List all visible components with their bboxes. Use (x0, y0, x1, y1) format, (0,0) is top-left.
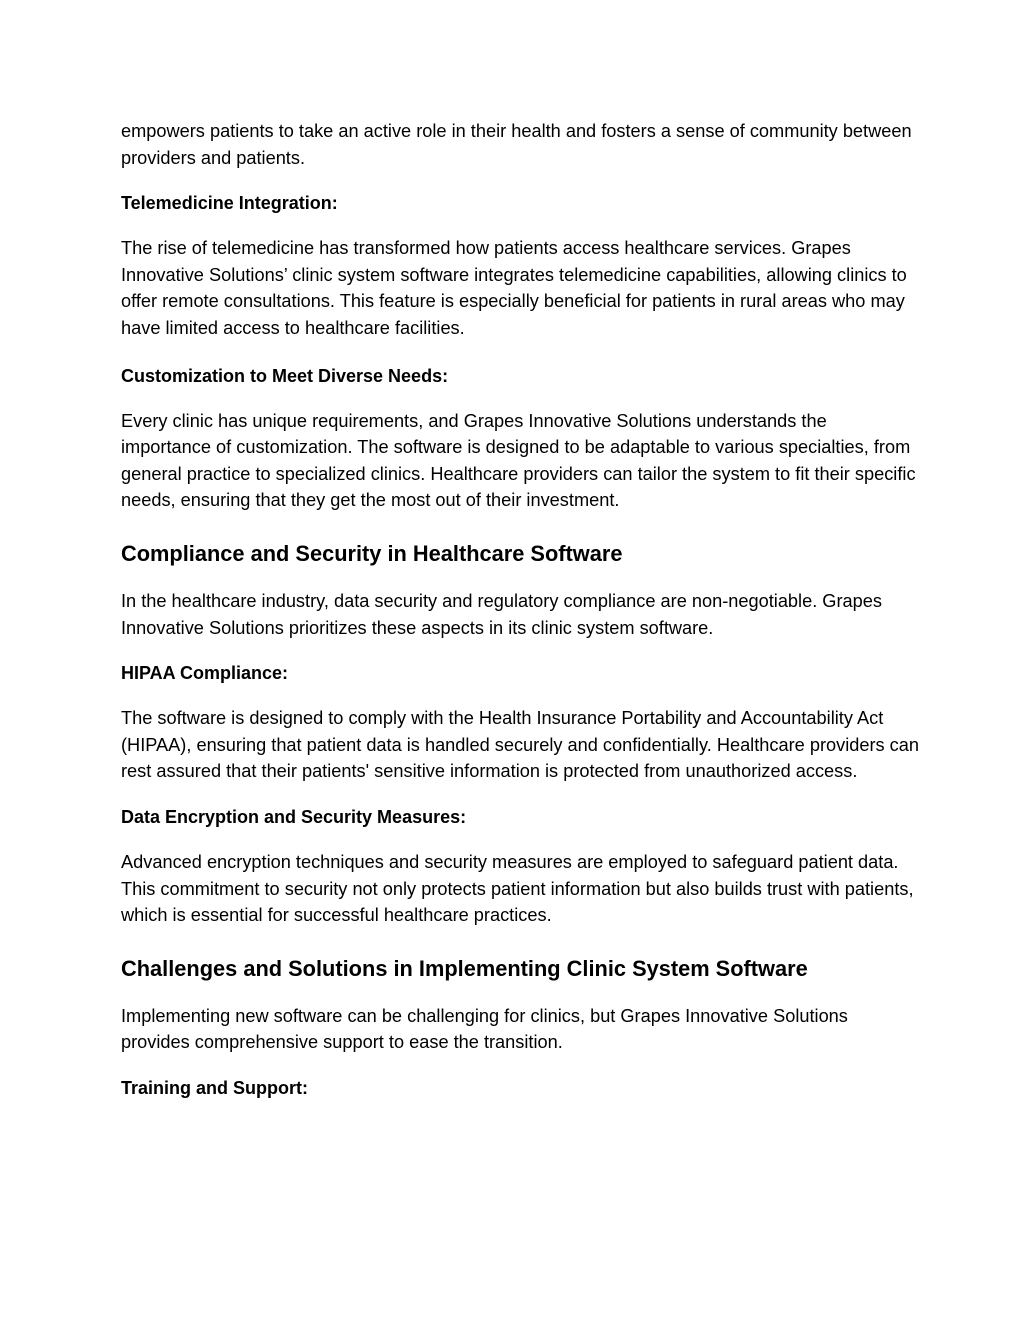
heading-challenges-solutions: Challenges and Solutions in Implementing Clinic System Software (121, 955, 808, 981)
paragraph-hipaa: The software is designed to comply with the Health Insurance Portability and Accountability Act (HIPAA), ensuring that patient data is handled securely and confidentially. Healthcare providers can rest assured that their patients' sensitive information is protected from unauthorized access. (121, 708, 920, 782)
paragraph-encryption: Advanced encryption techniques and security measures are employed to safeguard patient data. This commitment to security not only protects patient information but also builds trust with patients, which is essential for successful healthcare practices. (121, 851, 914, 926)
paragraph-compliance-intro: In the healthcare industry, data security and regulatory compliance are non-negotiable. Grapes Innovative Solutions prioritizes these aspects in its clinic system software. (121, 590, 882, 638)
heading-compliance-security: Compliance and Security in Healthcare Software (121, 540, 623, 566)
subheading-customization: Customization to Meet Diverse Needs: (121, 365, 449, 386)
paragraph-challenges-intro: Implementing new software can be challenging for clinics, but Grapes Innovative Solutions provides comprehensive support to ease the transition. (121, 1005, 848, 1053)
subheading-encryption: Data Encryption and Security Measures: (121, 806, 467, 827)
subheading-training-support: Training and Support: (121, 1077, 308, 1098)
subheading-hipaa: HIPAA Compliance: (121, 663, 289, 684)
paragraph-community-intro: empowers patients to take an active role in their health and fosters a sense of community between providers and patients. (121, 121, 912, 168)
paragraph-telemedicine: The rise of telemedicine has transformed how patients access healthcare services. Grapes Innovative Solutions’ clinic system software integrates telemedicine capabilities, allowing clinics to offer remote consultations. This feature is especially beneficial for patients in rural areas who may have limited access to healthcare facilities. (121, 238, 907, 338)
subheading-telemedicine: Telemedicine Integration: (121, 193, 338, 214)
document-page (121, 118, 921, 1100)
paragraph-customization: Every clinic has unique requirements, and Grapes Innovative Solutions understands the importance of customization. The software is designed to be adaptable to various specialties, from general practice to specialized clinics. Healthcare providers can tailor the system to fit their specific needs, ensuring that they get the most out of their investment. (121, 410, 916, 511)
